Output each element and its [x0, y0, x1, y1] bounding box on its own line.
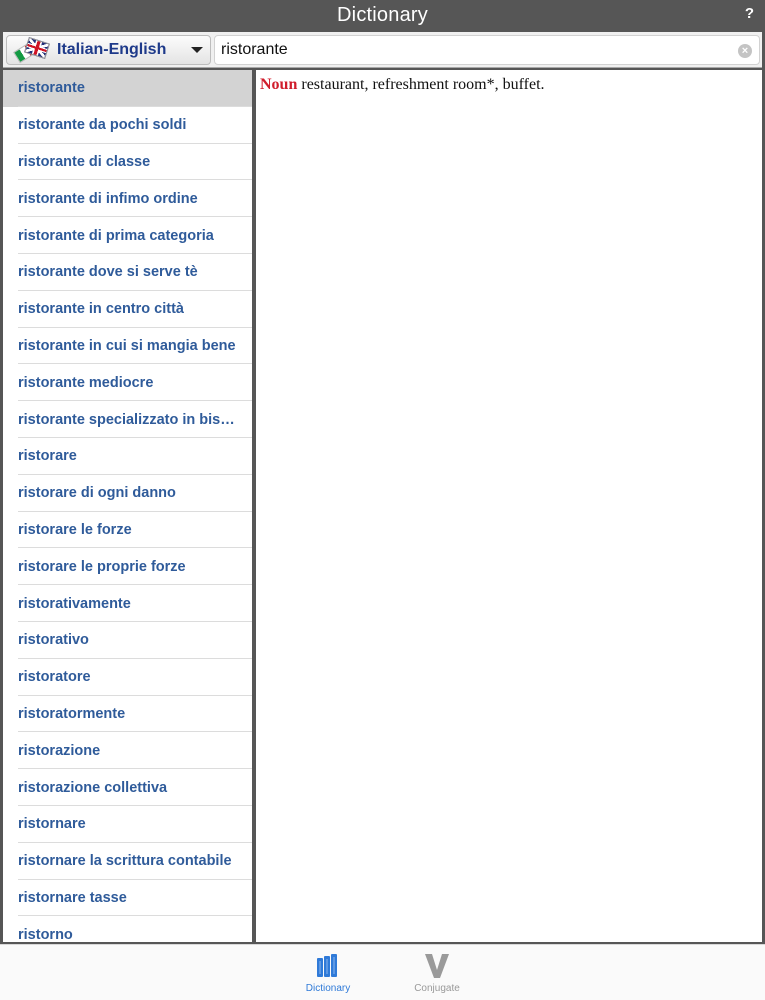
app-title: Dictionary	[337, 4, 428, 26]
tab-conjugate[interactable]	[402, 953, 472, 997]
word-list[interactable]	[3, 70, 252, 942]
list-item-label: ristorare di ogni danno	[18, 485, 176, 502]
list-item-label: ristorativamente	[18, 595, 131, 612]
list-item[interactable]	[3, 696, 252, 733]
list-item-label: ristoratore	[18, 669, 91, 686]
list-item[interactable]	[3, 880, 252, 917]
list-item[interactable]	[3, 70, 252, 107]
list-item-label: ristorare	[18, 448, 77, 465]
list-item-label: ristorazione	[18, 742, 101, 759]
list-item-label: ristorativo	[18, 632, 89, 649]
title-bar	[0, 0, 765, 31]
list-item-label: ristornare	[18, 816, 86, 833]
list-item[interactable]	[3, 916, 252, 942]
tab-bar	[0, 944, 765, 1000]
list-item[interactable]	[3, 622, 252, 659]
v-icon	[424, 953, 450, 979]
list-item[interactable]	[3, 475, 252, 512]
list-item-label: ristorante in cui si mangia bene	[18, 337, 236, 354]
books-icon	[316, 953, 340, 979]
help-button[interactable]: ?	[744, 5, 754, 22]
language-label: Italian-English	[57, 41, 167, 58]
list-item-label: ristorante di prima categoria	[18, 227, 214, 244]
list-item-label: ristorante in centro città	[18, 301, 184, 318]
list-item-label: ristorare le proprie forze	[18, 558, 186, 575]
clear-icon[interactable]: ×	[738, 44, 752, 58]
list-item[interactable]	[3, 254, 252, 291]
list-item-label: ristorante mediocre	[18, 374, 154, 391]
list-item[interactable]	[3, 769, 252, 806]
list-item[interactable]	[3, 843, 252, 880]
definition-text: restaurant, refreshment room*, buffet.	[301, 76, 545, 93]
list-item-label: ristorante di classe	[18, 153, 151, 170]
list-item-label: ristoratormente	[18, 705, 126, 722]
list-item-label: ristorazione collettiva	[18, 779, 168, 796]
list-item[interactable]	[3, 291, 252, 328]
list-item-label: ristorante dove si serve tè	[18, 264, 198, 281]
list-item-label: ristorante di infimo ordine	[18, 190, 198, 207]
list-item-label: ristorante specializzato in bis…	[18, 411, 235, 428]
list-item[interactable]	[3, 659, 252, 696]
tab-conjugate-label: Conjugate	[414, 983, 460, 994]
search-toolbar	[3, 32, 762, 68]
list-item[interactable]	[3, 401, 252, 438]
list-item[interactable]	[3, 217, 252, 254]
list-item[interactable]	[3, 548, 252, 585]
list-item-label: ristorante da pochi soldi	[18, 117, 187, 134]
language-selector[interactable]	[6, 35, 211, 65]
definition-pane	[256, 70, 762, 942]
list-item[interactable]	[3, 512, 252, 549]
list-item[interactable]	[3, 732, 252, 769]
list-item[interactable]	[3, 107, 252, 144]
list-item[interactable]	[3, 180, 252, 217]
search-box	[214, 35, 760, 65]
tab-dictionary[interactable]	[293, 953, 363, 997]
search-input[interactable]	[221, 39, 731, 61]
list-item[interactable]	[3, 328, 252, 365]
list-item[interactable]	[3, 806, 252, 843]
list-item[interactable]	[3, 144, 252, 181]
list-item[interactable]	[3, 438, 252, 475]
tab-dictionary-label: Dictionary	[305, 983, 351, 994]
list-item-label: ristornare la scrittura contabile	[18, 853, 232, 870]
list-item-label: ristorare le forze	[18, 521, 132, 538]
language-flags-icon	[13, 36, 53, 64]
list-item-label: ristornare tasse	[18, 889, 127, 906]
part-of-speech: Noun	[260, 76, 298, 93]
list-item-label: ristorno	[18, 926, 73, 942]
list-item[interactable]	[3, 364, 252, 401]
list-item-label: ristorante	[18, 80, 85, 97]
list-item[interactable]	[3, 585, 252, 622]
chevron-down-icon	[191, 47, 203, 53]
